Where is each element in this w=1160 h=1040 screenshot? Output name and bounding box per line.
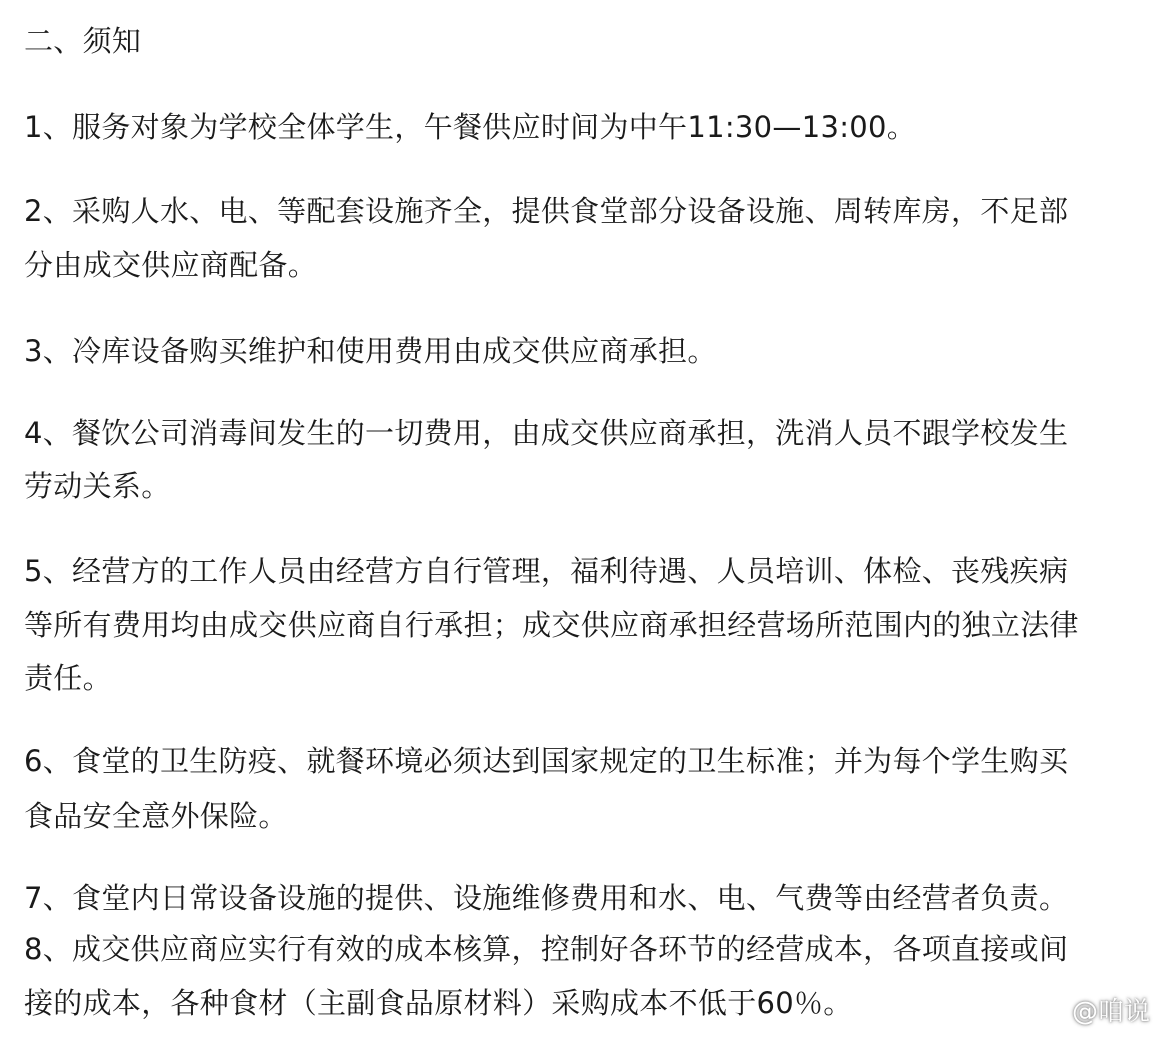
weibo-watermark (1032, 991, 1150, 1028)
paragraph-line: 8、成交供应商应实行有效的成本核算，控制好各环节的经营成本，各项直接或间 (24, 932, 1069, 966)
watermark-text: @咱说 (1071, 997, 1150, 1027)
paragraph-line: 3、冷库设备购买维护和使用费用由成交供应商承担。 (24, 334, 717, 368)
paragraph-line: 等所有费用均由成交供应商自行承担；成交供应商承担经营场所范围内的独立法律 (24, 608, 1079, 642)
weibo-icon (1032, 996, 1066, 1024)
paragraph-line: 4、餐饮公司消毒间发生的一切费用，由成交供应商承担，洗消人员不跟学校发生 (24, 416, 1069, 450)
paragraph-line: 劳动关系。 (24, 469, 171, 503)
paragraph-line: 食品安全意外保险。 (24, 799, 288, 833)
paragraph-line: 1、服务对象为学校全体学生，午餐供应时间为中午11:30—13:00。 (24, 110, 917, 144)
paragraph-line: 5、经营方的工作人员由经营方自行管理，福利待遇、人员培训、体检、丧残疾病 (24, 554, 1069, 588)
paragraph-line: 7、食堂内日常设备设施的提供、设施维修费用和水、电、气费等由经营者负责。 (24, 881, 1069, 915)
paragraph-line: 分由成交供应商配备。 (24, 248, 318, 282)
section-heading: 二、须知 (24, 24, 142, 58)
paragraph-line: 6、食堂的卫生防疫、就餐环境必须达到国家规定的卫生标准；并为每个学生购买 (24, 744, 1069, 778)
paragraph-line: 接的成本，各种食材（主副食品原材料）采购成本不低于60％。 (24, 986, 853, 1020)
paragraph-line: 责任。 (24, 661, 112, 695)
paragraph-line: 2、采购人水、电、等配套设施齐全，提供食堂部分设备设施、周转库房，不足部 (24, 194, 1069, 228)
